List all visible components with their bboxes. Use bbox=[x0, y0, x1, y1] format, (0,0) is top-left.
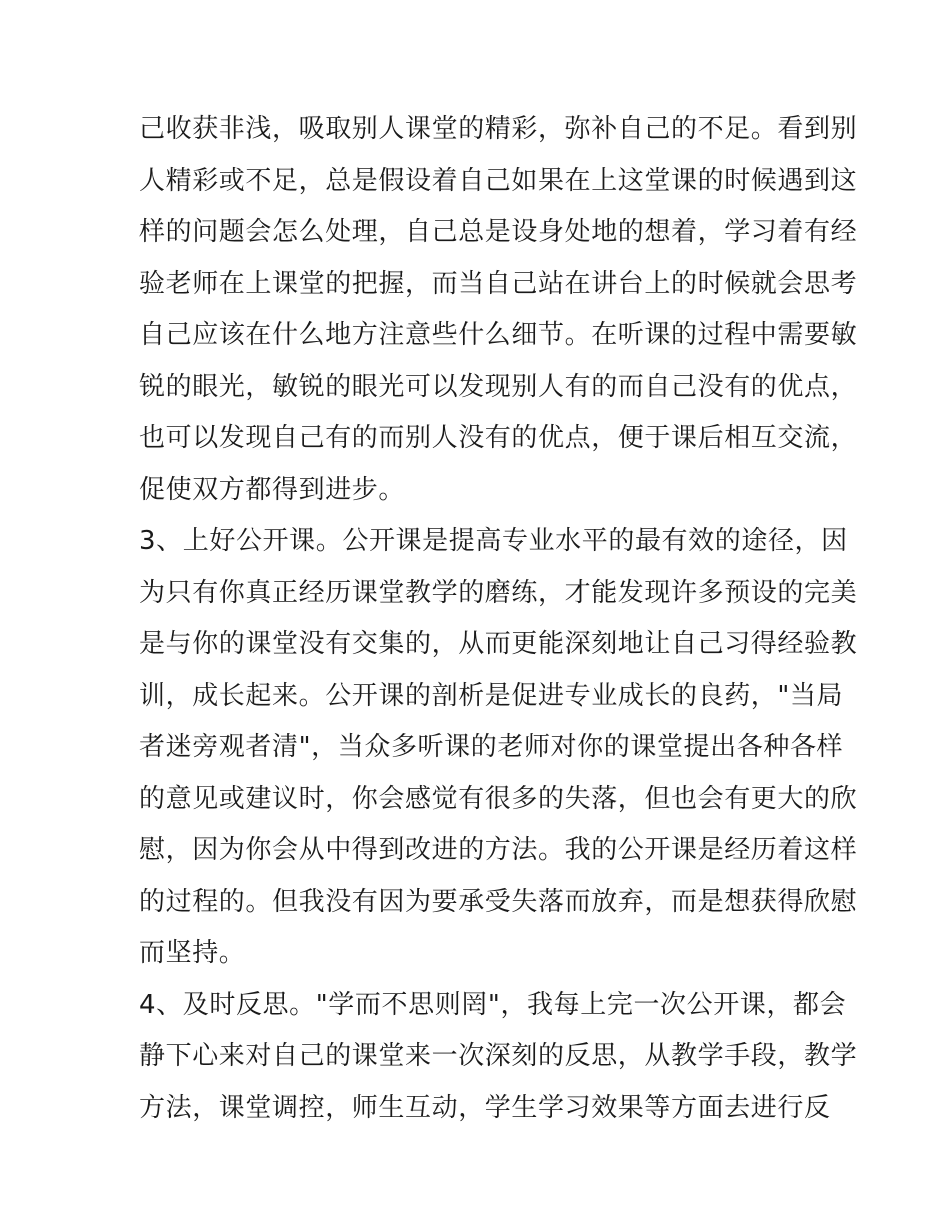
paragraph-open-class bbox=[139, 516, 858, 980]
text-line: 验老师在上课堂的把握，而当自己站在讲台上的时候就会思考 bbox=[139, 268, 858, 299]
text-line: 慰，因为你会从中得到改进的方法。我的公开课是经历着这样 bbox=[139, 835, 858, 865]
text-line: 3、上好公开课。公开课是提高专业水平的最有效的途径，因 bbox=[139, 526, 848, 556]
text-line: 自己应该在什么地方注意些什么细节。在听课的过程中需要敏 bbox=[139, 320, 858, 350]
text-line: 训，成长起来。公开课的剖析是促进专业成长的良药，"当局 bbox=[139, 680, 844, 711]
text-line: 促使双方都得到进步。 bbox=[139, 474, 406, 505]
paragraph-timely-reflection bbox=[139, 980, 858, 1135]
text-line: 样的问题会怎么处理，自己总是设身处地的想着，学习着有经 bbox=[139, 217, 858, 247]
text-line: 的意见或建议时，你会感觉有很多的失落，但也会有更大的欣 bbox=[139, 783, 858, 814]
text-line: 锐的眼光，敏锐的眼光可以发现别人有的而自己没有的优点， bbox=[139, 371, 858, 402]
text-line: 也可以发现自己有的而别人没有的优点，便于课后相互交流， bbox=[139, 423, 858, 453]
text-line: 而坚持。 bbox=[139, 938, 246, 968]
text-line: 是与你的课堂没有交集的，从而更能深刻地让自己习得经验教 bbox=[139, 629, 858, 659]
text-line: 者迷旁观者清"，当众多听课的老师对你的课堂提出各种各样 bbox=[139, 732, 844, 762]
text-line: 己收获非浅，吸取别人课堂的精彩，弥补自己的不足。看到别 bbox=[139, 114, 858, 144]
text-line: 为只有你真正经历课堂教学的磨练，才能发现许多预设的完美 bbox=[139, 577, 858, 608]
paragraph-listening-reflection bbox=[139, 104, 858, 516]
text-line: 的过程的。但我没有因为要承受失落而放弃，而是想获得欣慰 bbox=[139, 886, 858, 917]
text-line: 静下心来对自己的课堂来一次深刻的反思，从教学手段，教学 bbox=[139, 1041, 858, 1071]
text-line: 人精彩或不足，总是假设着自己如果在上这堂课的时候遇到这 bbox=[139, 165, 858, 196]
text-line: 4、及时反思。"学而不思则罔"，我每上完一次公开课，都会 bbox=[139, 989, 847, 1020]
document-body bbox=[139, 104, 858, 1134]
text-line: 方法，课堂调控，师生互动，学生学习效果等方面去进行反 bbox=[139, 1092, 831, 1123]
